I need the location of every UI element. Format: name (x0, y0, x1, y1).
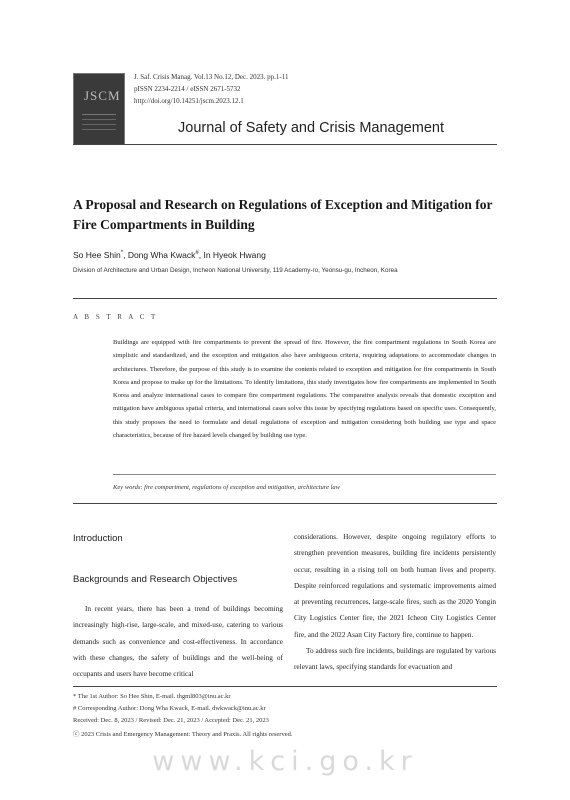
author-2: Dong Wha Kwack (127, 250, 196, 260)
journal-cover-image (73, 73, 125, 145)
right-paragraph-2: To address such fire incidents, buildings are regulated by various relevant laws, specifying standards for evacuation and (294, 646, 496, 672)
author-list (73, 250, 266, 260)
citation-line: J. Saf. Crisis Manag. Vol.13 No.12, Dec. 2023. pp.1-11 (134, 73, 289, 81)
keywords: Key words: fire compartment, regulations of exception and mitigation, architecture law (113, 484, 340, 491)
abstract-text: Buildings are equipped with fire compartments to prevent the spread of fire. However, the fire compartment regulations in South Korea are simplistic and standardized, and the exception and mitigation also have ambiguous criteria, requiring adaptations to accommodate changes in architectures. Therefore, the purpose of this study is to examine the contents related to exception and mitigation for fire compartments in South Korea and propose to make up for the limitations. To identify limitations, this study investigates how fire compartments are implemented in South Korea and analyze international cases to compare fire compartment regulations. The comparative analysis reveals that domestic exception and mitigation have ambiguous spatial criteria, and international cases solve this issue by specifying regulations based on specific uses. Consequently, this study proposes the need to formulate and detail regulations of exception and mitigation considering both building use type and space characteristics, because of fire hazard levels changed by building use type. (113, 339, 496, 440)
abstract-bottom-divider (73, 503, 497, 504)
introduction-heading: Introduction (73, 533, 123, 544)
footnote-divider (73, 686, 497, 687)
footnote-dates: Received: Dec. 8, 2023 / Revised: Dec. 21, 2023 / Accepted: Dec. 21, 2023 (73, 717, 269, 724)
issn-line: pISSN 2234-2214 / eISSN 2671-5732 (134, 85, 241, 93)
footnote-copyright: ⓒ 2023 Crisis and Emergency Management: Theory and Praxis. All rights reserved. (73, 731, 293, 738)
author-1-mark: * (120, 250, 124, 257)
author-1: So Hee Shin (73, 250, 121, 260)
kci-watermark: www.kci.go.kr (152, 746, 418, 777)
header-divider (73, 144, 497, 145)
left-paragraph: In recent years, there has been a trend of buildings becoming increasingly high-rise, large-scale, and mixed-use, catering to various demands such as convenience and cost-effectiveness. In accordance with these changes, the safety of buildings and the well-being of occupants and users have become critical (73, 604, 283, 679)
author-2-mark: # (195, 250, 199, 257)
abstract-heading: A B S T R A C T (73, 313, 158, 321)
footnote-corresponding: # Corresponding Author: Dong Wha Kwack, E-mail. dwkwack@inu.ac.kr (73, 705, 266, 712)
affiliation: Division of Architecture and Urban Design, Incheon National University, 119 Academy-ro, Yeonsu-gu, Incheon, Korea (73, 267, 398, 274)
journal-title: Journal of Safety and Crisis Management (178, 120, 444, 136)
title-divider (73, 298, 497, 299)
author-3: In Hyeok Hwang (203, 250, 266, 260)
author-separator: , (198, 250, 204, 260)
right-paragraph-1: considerations. However, despite ongoing regulatory efforts to strengthen prevention measures, building fire incidents persistently occur, resulting in a rising toll on both human lives and property. Despite reinforced regulations and systematic improvements aimed at preventing recurrences, large-scale fires, such as the 2020 Yongin City Logistics Center fire, the 2021 Icheon City Logistics Center fire, and the 2022 Asan City Factory fire, continue to happen. (294, 532, 496, 639)
author-separator: , (123, 250, 128, 260)
subsection-heading: Backgrounds and Research Objectives (73, 574, 238, 585)
left-column (73, 601, 283, 682)
footnote-first-author: * The 1st Author: So Hee Shin, E-mail. thgml803@inu.ac.kr (73, 693, 231, 700)
doi-link[interactable]: http://doi.org/10.14251/jscm.2023.12.1 (134, 97, 244, 105)
right-column (294, 529, 496, 676)
abstract-divider (113, 474, 496, 475)
journal-cover-lines (82, 114, 116, 115)
paper-title: A Proposal and Research on Regulations of Exception and Mitigation for Fire Compartments in Building (73, 197, 493, 232)
journal-cover-logo: JSCM (84, 88, 121, 103)
